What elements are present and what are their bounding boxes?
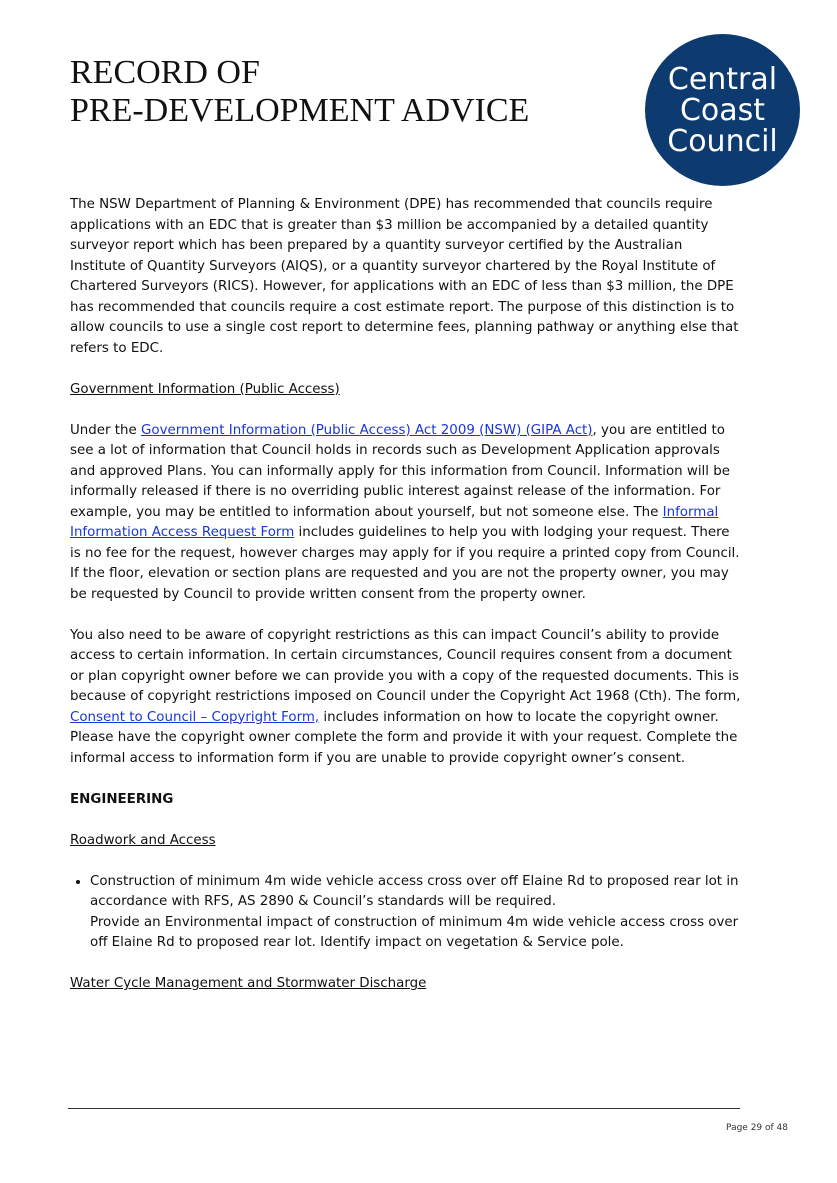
gipa-paragraph — [70, 421, 742, 606]
central-coast-council-logo — [645, 34, 800, 186]
gipa-text-3: includes guidelines to help you with lodging your request. There is no fee for the request, however charges may apply for if you require a printed copy from Council. If the floor, elevation or section plans are requested and you are not the property owner, you may be requested by Council to provide written consent from the property owner. — [70, 525, 740, 602]
logo-line-1: Central — [667, 61, 778, 97]
footer-divider — [68, 1108, 740, 1109]
gipa-act-link[interactable]: Government Information (Public Access) Act 2009 (NSW) (GIPA Act) — [141, 422, 593, 438]
engineering-heading: ENGINEERING — [70, 791, 174, 807]
water-cycle-heading: Water Cycle Management and Stormwater Discharge — [70, 976, 427, 991]
gipa-text-2: , you are entitled to see a lot of information that Council holds in records such as Development Application approvals and approved Plans. You can informally apply for this information from Council. Information will be informally released if there is no overriding public interest against release of the information. For example, you may be entitled to information about yourself, but not someone else. The — [70, 422, 730, 520]
edc-paragraph: The NSW Department of Planning & Environment (DPE) has recommended that councils require applications with an EDC that is greater than $3 million be accompanied by a detailed quantity surveyor report which has been prepared by a quantity surveyor certified by the Australian Institute of Quantity Surveyors (AIQS), or a quantity surveyor chartered by the Royal Institute of Chartered Surveyors (RICS). However, for applications with an EDC of less than $3 million, the DPE has recommended that councils require a cost estimate report. The purpose of this distinction is to allow councils to use a single cost report to determine fees, planning pathway or anything else that refers to EDC. — [70, 197, 739, 356]
copyright-text-2: includes information on how to locate the copyright owner. Please have the copyright owner complete the form and provide it with your request. Complete the informal access to information form if you are unable to provide copyright owner’s consent. — [70, 709, 738, 766]
copyright-text-1: You also need to be aware of copyright restrictions as this can impact Council’s ability to provide access to certain information. In certain circumstances, Council requires consent from a document or plan copyright owner before we can provide you with a copy of the requested documents. This is because of copyright restrictions imposed on Council under the Copyright Act 1968 (Cth). The form, — [70, 627, 741, 704]
page-title — [70, 54, 529, 130]
logo-line-2: Coast — [679, 92, 766, 128]
copyright-form-link[interactable]: Consent to Council – Copyright Form, — [70, 709, 320, 725]
copyright-paragraph — [70, 626, 742, 770]
logo-line-3: Council — [667, 123, 778, 159]
page-number: Page 29 of 48 — [726, 1123, 788, 1133]
title-line-1: RECORD OF — [70, 54, 260, 91]
gipa-heading: Government Information (Public Access) — [70, 381, 340, 397]
gipa-text-1: Under the — [70, 422, 142, 438]
roadwork-bullet-line-2: Provide an Environmental impact of construction of minimum 4m wide vehicle access cross over off Elaine Rd to proposed rear lot. Identify impact on vegetation & Service pole. — [90, 914, 739, 950]
document-body — [70, 195, 742, 1015]
roadwork-list — [70, 872, 742, 954]
title-line-2: PRE-DEVELOPMENT ADVICE — [70, 92, 530, 129]
informal-access-form-link[interactable]: Informal Information Access Request Form — [70, 504, 719, 540]
roadwork-heading: Roadwork and Access — [70, 832, 216, 848]
list-item — [90, 872, 742, 954]
roadwork-bullet-line-1: • Construction of minimum 4m wide vehicle access cross over off Elaine Rd to proposed rear lot in accordance with RFS, AS 2890 & Council’s standards will be required. — [90, 873, 739, 909]
